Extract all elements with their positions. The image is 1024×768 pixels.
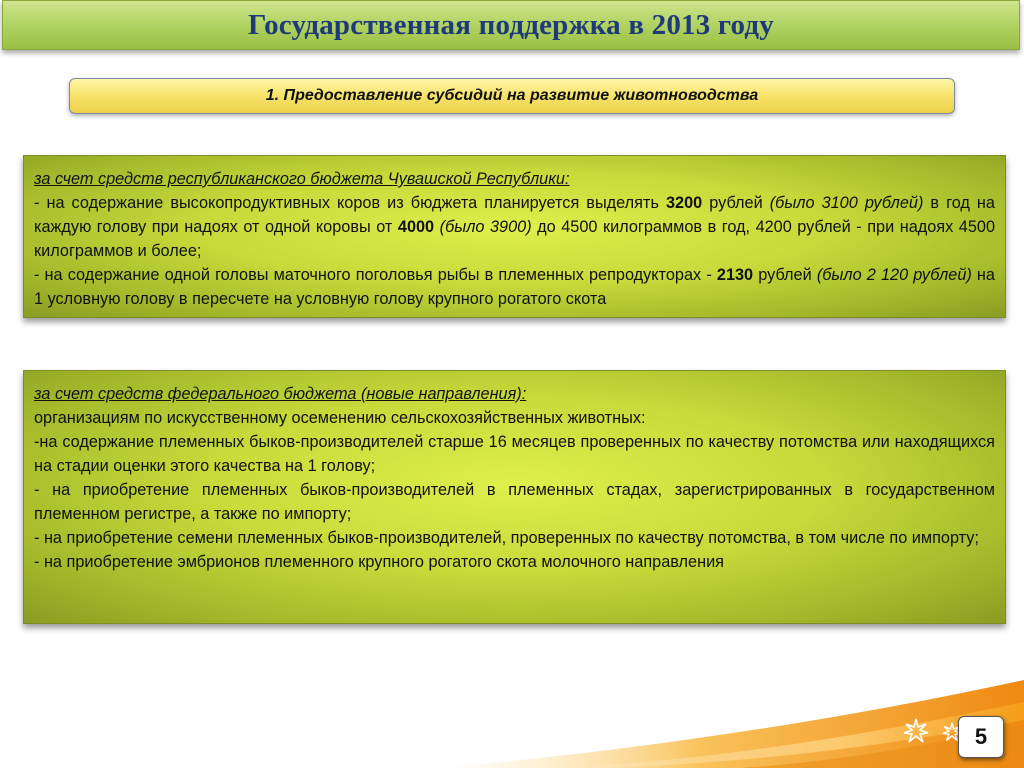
item-text: на 1 условную голову в пересчете на условную голову крупного рогатого скота (34, 266, 995, 308)
milk-yield-value: 4000 (397, 218, 435, 236)
item-text: рублей (753, 266, 817, 284)
previous-value: (было 3100 рублей) (769, 194, 924, 212)
snowflake-icon (903, 718, 929, 744)
federal-line: - на приобретение эмбрионов племенного крупного рогатого скота молочного направления (34, 553, 724, 571)
cows-subsidy-item (34, 191, 995, 263)
subtitle-box (69, 78, 955, 114)
item-text: в год на каждую голову при надоях от одной коровы от (34, 194, 995, 236)
item-text: рублей (702, 194, 770, 212)
subtitle-text: 1. Предоставление субсидий на развитие животноводства (265, 87, 759, 104)
federal-line: -на содержание племенных быков-производителей старше 16 месяцев проверенных по качеству потомства или находящихся на стадии оценки этого качества на 1 голову; (34, 433, 995, 475)
federal-budget-heading: за счет средств федерального бюджета (новые направления): (34, 385, 527, 403)
amount-value: 2130 (716, 266, 754, 284)
previous-value: (было 2 120 рублей) (816, 266, 972, 284)
fish-subsidy-item (34, 263, 995, 311)
federal-line: - на приобретение племенных быков-производителей в племенных стадах, зарегистрированных в государственном племенном регистре, а также по импорту; (34, 481, 995, 523)
federal-line: - на приобретение семени племенных быков-производителей, проверенных по качеству потомства, в том числе по импорту; (34, 529, 979, 547)
previous-value: (было 3900) (439, 218, 532, 236)
federal-budget-panel (23, 370, 1006, 624)
title-bar (2, 0, 1020, 50)
regional-budget-heading: за счет средств республиканского бюджета Чувашской Республики: (34, 170, 570, 188)
item-text: - на содержание одной головы маточного поголовья рыбы в племенных репродукторах - (34, 266, 717, 284)
decorative-swoosh (440, 680, 1024, 768)
item-text: - на содержание высокопродуктивных коров из бюджета планируется выделять (34, 194, 666, 212)
regional-budget-panel (23, 155, 1006, 318)
amount-value: 3200 (665, 194, 703, 212)
page-number: 5 (958, 716, 1004, 758)
federal-line: организациям по искусственному осеменению сельскохозяйственных животных: (34, 409, 646, 427)
item-text: до 4500 килограммов в год, 4200 рублей - при надоях 4500 килограммов и более; (34, 218, 996, 260)
slide-title: Государственная поддержка в 2013 году (248, 8, 774, 41)
